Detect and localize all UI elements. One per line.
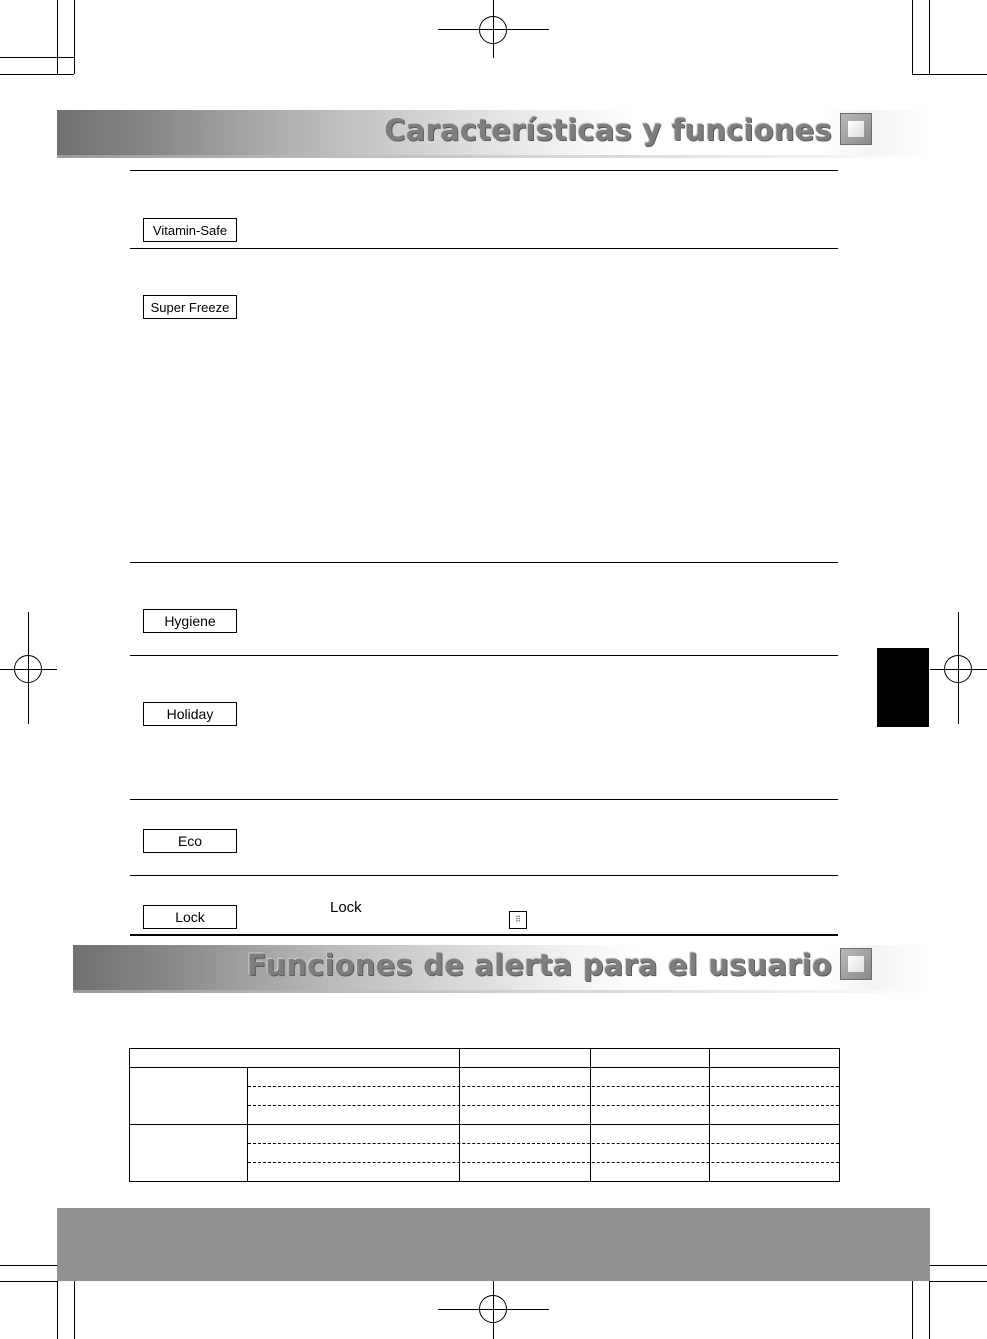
row-divider (130, 248, 838, 249)
row-divider (130, 875, 838, 876)
crop-mark (0, 1281, 57, 1282)
row-divider (130, 799, 838, 800)
section-square-icon (840, 948, 872, 980)
feature-label-lock: Lock (143, 905, 237, 929)
crop-mark (958, 612, 959, 724)
section-header-rule (57, 155, 930, 158)
row-divider (130, 170, 838, 171)
crop-mark (930, 1281, 987, 1282)
crop-mark (493, 1281, 494, 1339)
lock-inline-text: Lock (330, 899, 362, 916)
crop-mark (493, 0, 494, 58)
crop-mark (28, 612, 29, 724)
row-divider (130, 562, 838, 563)
feature-label-hygiene: Hygiene (143, 609, 237, 633)
section-tab (877, 648, 929, 727)
crop-mark (57, 0, 58, 74)
crop-mark (0, 57, 74, 58)
section-title: Funciones de alerta para el usuario (246, 948, 832, 982)
section-square-icon (840, 113, 872, 145)
feature-label-vitamin-safe: Vitamin-Safe (143, 218, 237, 242)
feature-label-holiday: Holiday (143, 702, 237, 726)
footer-band (57, 1208, 930, 1281)
row-divider (130, 934, 838, 936)
section-title: Características y funciones (384, 113, 832, 147)
feature-label-eco: Eco (143, 829, 237, 853)
lock-indicator-icon: ⠿ (509, 911, 527, 929)
crop-mark (912, 74, 987, 75)
crop-mark (0, 74, 74, 75)
crop-mark (912, 0, 913, 74)
feature-label-super-freeze: Super Freeze (143, 295, 237, 319)
section-header-rule (73, 990, 930, 993)
crop-mark (929, 0, 930, 74)
row-divider (130, 655, 838, 656)
crop-mark (74, 0, 75, 74)
